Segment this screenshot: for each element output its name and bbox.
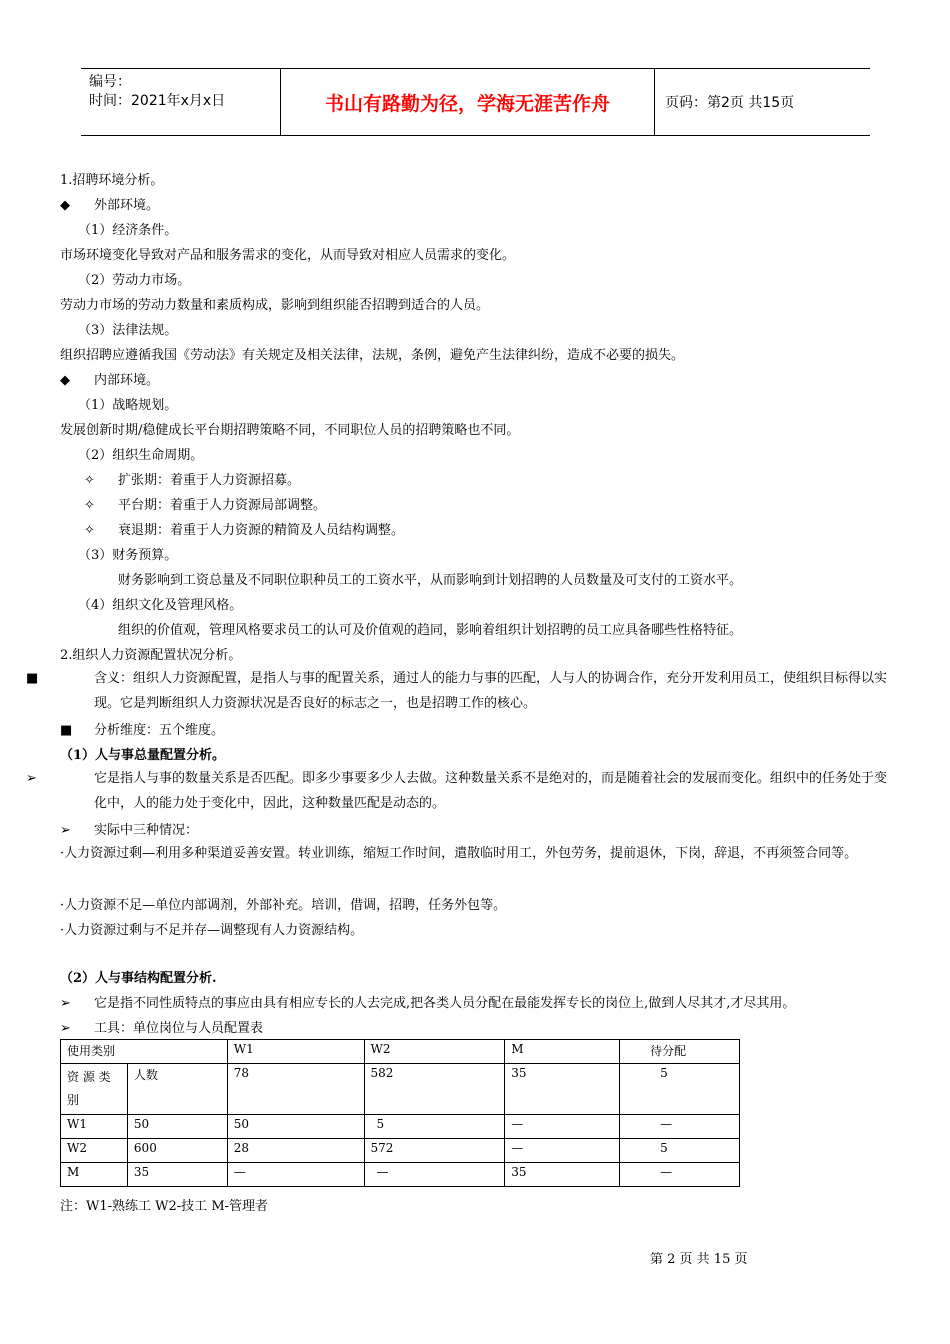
economic-text: 市场环境变化导致对产品和服务需求的变化，从而导致对相应人员需求的变化。: [60, 248, 516, 263]
table-cell: 35: [505, 1163, 620, 1187]
page-footer: 第 2 页 共 15 页: [650, 1252, 748, 1267]
table-cell: 35: [127, 1163, 227, 1187]
law-text: 组织招聘应遵循我国《劳动法》有关规定及相关法律，法规，条例，避免产生法律纠纷，造成不必要的损失。: [60, 348, 685, 363]
table-cell: 50: [127, 1115, 227, 1139]
section-2-title: 2.组织人力资源配置状况分析。: [60, 648, 242, 663]
square-bullet-icon: ■: [26, 671, 39, 686]
labor-heading: （2）劳动力市场。: [78, 273, 191, 288]
strategy-heading: （1）战略规划。: [78, 398, 178, 413]
table-totals-row: [61, 1064, 740, 1115]
case-surplus: ·人力资源过剩—利用多种渠道妥善安置。转业训练，缩短工作时间，遣散临时用工，外包劳务，提前退休，下岗，辞退，不再须签合同等。: [60, 846, 858, 861]
arrow-bullet-icon: ➢: [60, 823, 71, 838]
table-note: 注：W1-熟练工 W2-技工 M-管理者: [60, 1199, 269, 1214]
culture-text: 组织的价值观，管理风格要求员工的认可及价值观的趋同，影响着组织计划招聘的员工应具备哪些性格特征。: [118, 623, 743, 638]
culture-heading: （4）组织文化及管理风格。: [78, 598, 243, 613]
page-header: [81, 68, 870, 136]
table-cell: 35: [505, 1064, 620, 1115]
case-shortage: ·人力资源不足—单位内部调剂，外部补充。培训，借调，招聘，任务外包等。: [60, 898, 507, 913]
table-cell: —: [364, 1163, 505, 1187]
economic-heading: （1）经济条件。: [78, 223, 178, 238]
budget-text: 财务影响到工资总量及不同职位职种员工的工资水平，从而影响到计划招聘的人员数量及可支付的工资水平。: [118, 573, 743, 588]
table-cell: 28: [227, 1139, 364, 1163]
config-definition: ■ 含义：组织人力资源配置，是指人与事的配置关系，通过人的能力与事的匹配，人与人的协调合作，充分开发利用员工，使组织目标得以实现。它是判断组织人力资源状况是否良好的标志之一，也是招聘工作的核心。: [60, 666, 892, 716]
table-header-cell: W2: [364, 1040, 505, 1064]
table-cell: M: [61, 1163, 128, 1187]
table-cell: 50: [227, 1115, 364, 1139]
star-bullet-icon: ✧: [84, 523, 95, 538]
lifecycle-heading: （2）组织生命周期。: [78, 448, 204, 463]
analysis-dimensions: ■ 分析维度：五个维度。: [60, 723, 225, 738]
doc-date-label: 时间：2021年x月x日: [89, 93, 226, 109]
total-config-heading: （1）人与事总量配置分析。: [60, 748, 226, 763]
tool-label: ➢ 工具：单位岗位与人员配置表: [60, 1021, 264, 1036]
table-header-cell: 使用类别: [61, 1040, 228, 1064]
table-cell: 600: [127, 1139, 227, 1163]
table-cell: 5: [620, 1064, 740, 1115]
total-config-text: ➢ 它是指人与事的数量关系是否匹配。即多少事要多少人去做。这种数量关系不是绝对的，而是随着社会的发展而变化。组织中的任务处于变化中，人的能力处于变化中，因此，这种数量匹配是动态的。: [60, 766, 892, 816]
table-cell: 582: [364, 1064, 505, 1115]
structure-config-heading: （2）人与事结构配置分析.: [60, 971, 217, 986]
arrow-bullet-icon: ➢: [26, 771, 37, 786]
budget-heading: （3）财务预算。: [78, 548, 178, 563]
table-cell: 5: [364, 1115, 505, 1139]
table-cell: —: [227, 1163, 364, 1187]
table-row: [61, 1115, 740, 1139]
doc-number-label: 编号：: [89, 74, 131, 90]
table-cell: —: [620, 1115, 740, 1139]
position-staffing-table: [60, 1039, 740, 1187]
case-mixed: ·人力资源过剩与不足并存—调整现有人力资源结构。: [60, 923, 364, 938]
table-cell: —: [505, 1139, 620, 1163]
table-cell: 5: [620, 1139, 740, 1163]
internal-env-heading: ◆ 内部环境。: [60, 373, 160, 388]
header-motto: 书山有路勤为径，学海无涯苦作舟: [281, 69, 655, 135]
table-row: [61, 1163, 740, 1187]
law-heading: （3）法律法规。: [78, 323, 178, 338]
table-cell: —: [620, 1163, 740, 1187]
star-bullet-icon: ✧: [84, 498, 95, 513]
header-page-label: 页码：第2页 共15页: [665, 95, 795, 111]
table-header-row: [61, 1040, 740, 1064]
table-header-cell: W1: [227, 1040, 364, 1064]
diamond-bullet-icon: ◆: [60, 373, 70, 388]
header-meta: [81, 69, 281, 135]
table-cell: 572: [364, 1139, 505, 1163]
section-1-title: 1.招聘环境分析。: [60, 173, 164, 188]
table-header-cell: 待分配: [620, 1040, 740, 1064]
table-cell: 78: [227, 1064, 364, 1115]
lifecycle-item: ✧ 扩张期：着重于人力资源招募。: [84, 473, 301, 488]
three-cases-label: ➢ 实际中三种情况：: [60, 823, 199, 838]
lifecycle-item: ✧ 平台期：着重于人力资源局部调整。: [84, 498, 327, 513]
labor-text: 劳动力市场的劳动力数量和素质构成，影响到组织能否招聘到适合的人员。: [60, 298, 490, 313]
count-label: 人数: [127, 1064, 227, 1115]
table-header-cell: M: [505, 1040, 620, 1064]
strategy-text: 发展创新时期/稳健成长平台期招聘策略不同，不同职位人员的招聘策略也不同。: [60, 423, 520, 438]
structure-config-text: ➢ 它是指不同性质特点的事应由具有相应专长的人去完成,把各类人员分配在最能发挥专长的岗位上,做到人尽其才,才尽其用。: [60, 996, 796, 1011]
arrow-bullet-icon: ➢: [60, 1021, 71, 1036]
resource-category-label: 资 源 类 别: [61, 1064, 128, 1115]
star-bullet-icon: ✧: [84, 473, 95, 488]
arrow-bullet-icon: ➢: [60, 996, 71, 1011]
lifecycle-item: ✧ 衰退期：着重于人力资源的精简及人员结构调整。: [84, 523, 405, 538]
table-cell: W1: [61, 1115, 128, 1139]
square-bullet-icon: ■: [60, 723, 73, 738]
table-cell: —: [505, 1115, 620, 1139]
table-cell: W2: [61, 1139, 128, 1163]
external-env-heading: ◆ 外部环境。: [60, 198, 160, 213]
diamond-bullet-icon: ◆: [60, 198, 70, 213]
table-row: [61, 1139, 740, 1163]
